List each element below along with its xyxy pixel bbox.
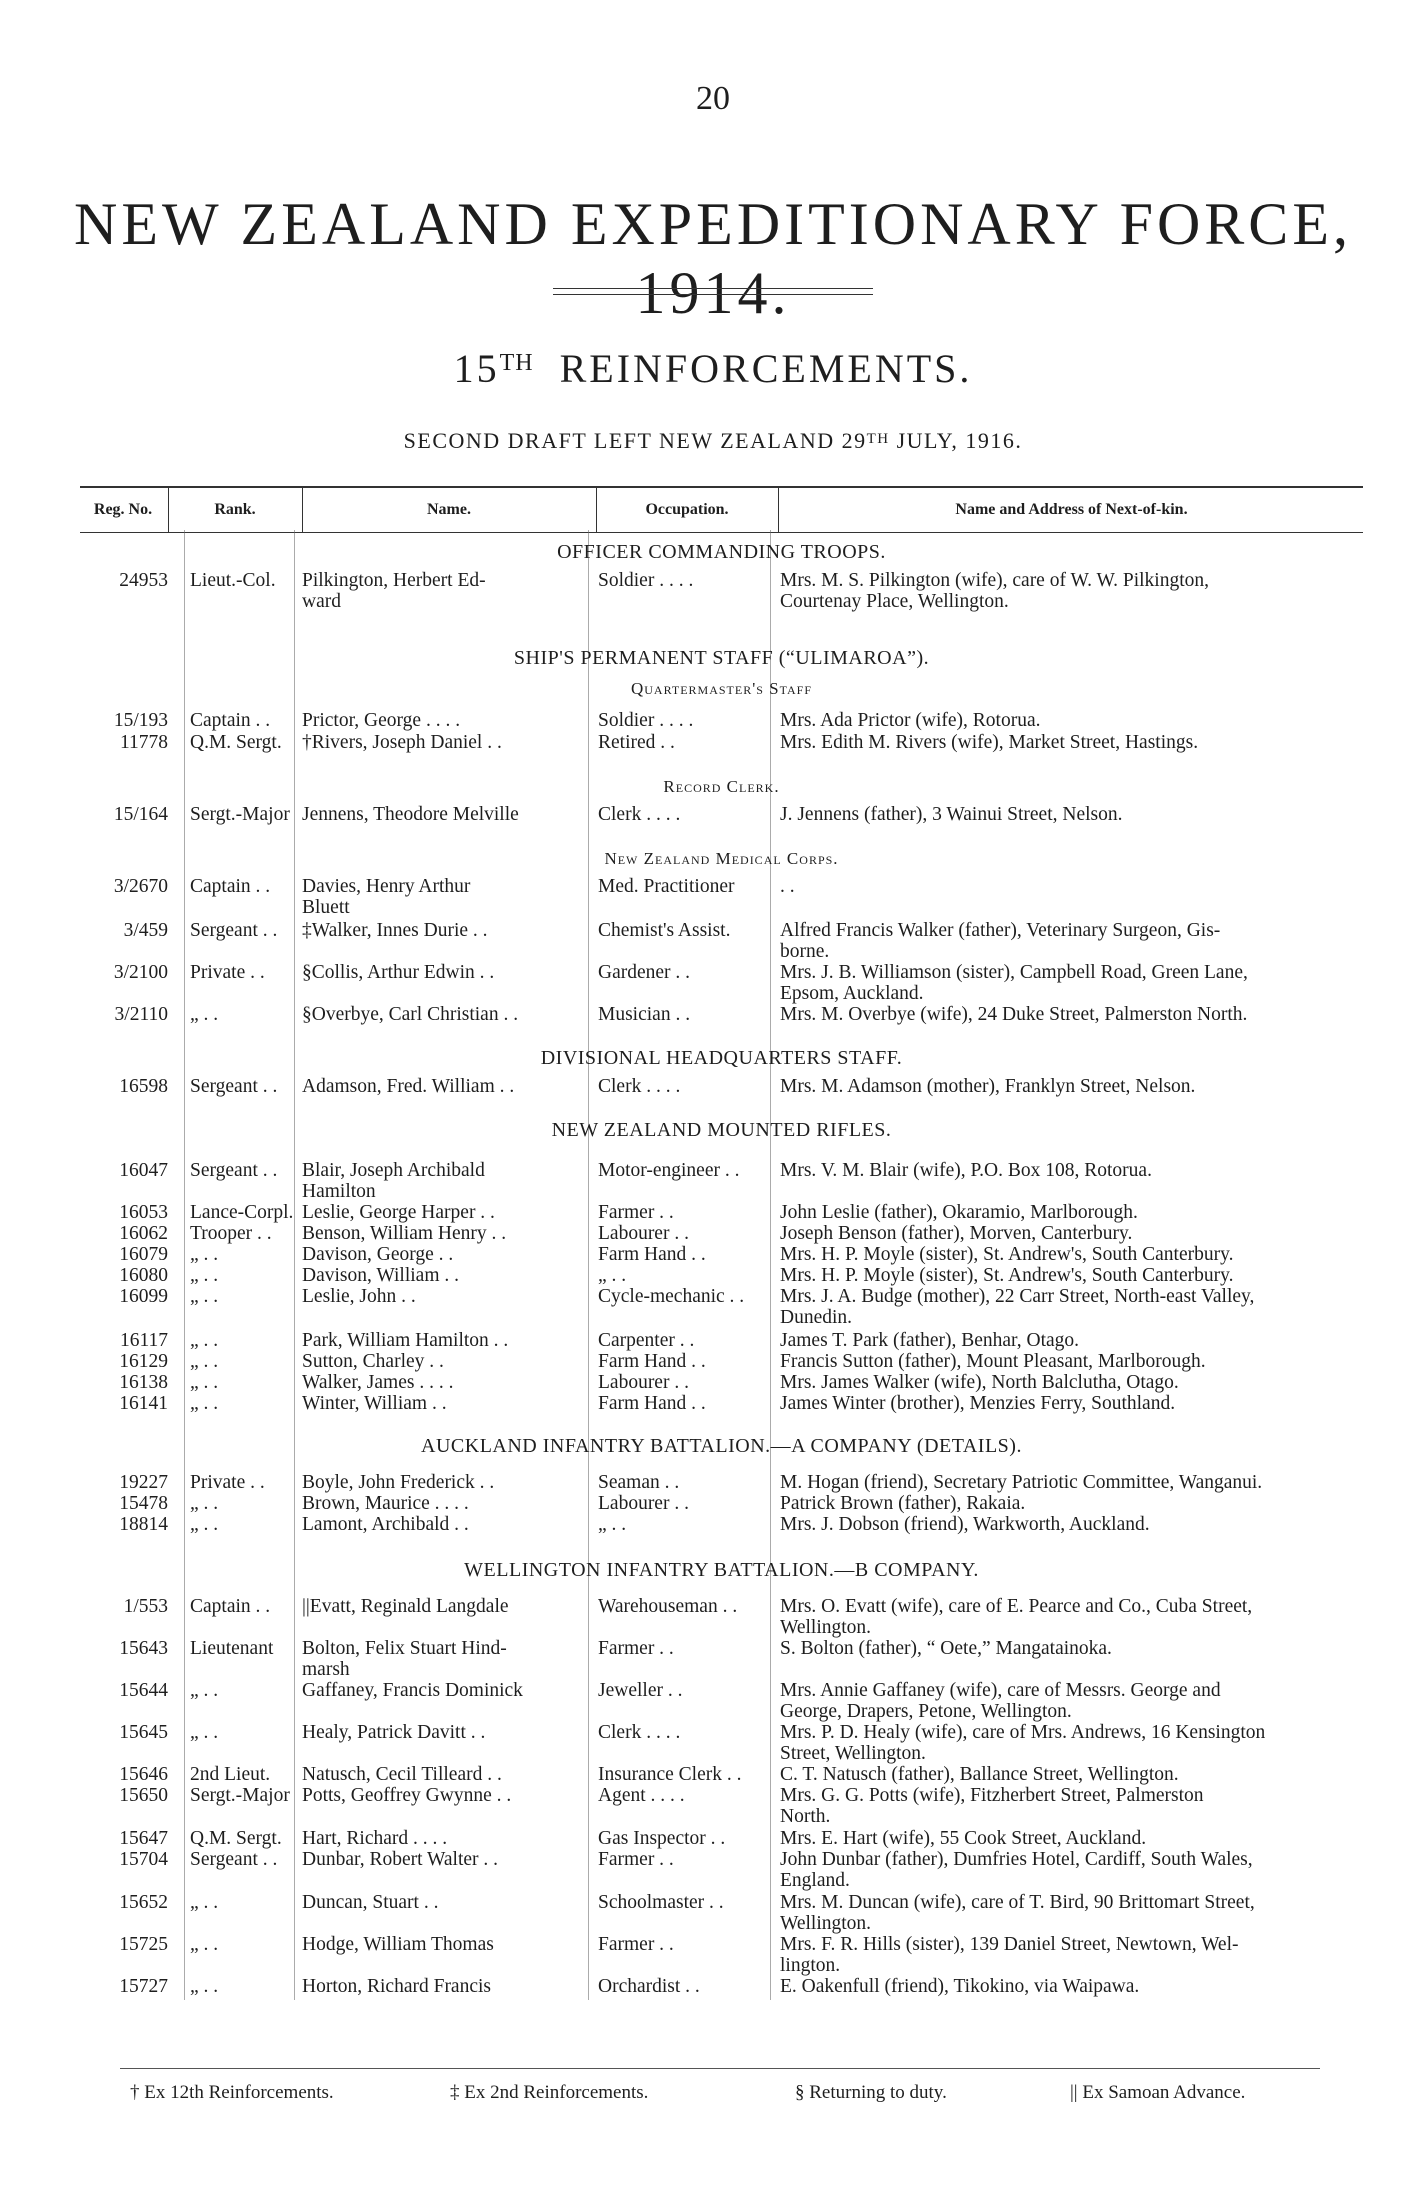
cell-next-of-kin: John Leslie (father), Okaramio, Marlborough. (780, 1202, 1138, 1223)
cell-name: Healy, Patrick Davitt . . (302, 1722, 486, 1743)
cell-rank: Q.M. Sergt. (190, 1828, 282, 1849)
cell-occupation: Farm Hand . . (598, 1393, 706, 1414)
cell-name: Benson, William Henry . . (302, 1223, 507, 1244)
cell-occupation: „ . . (598, 1265, 627, 1286)
cell-next-of-kin: Mrs. O. Evatt (wife), care of E. Pearce and Co., Cuba Street, Wellington. (780, 1596, 1253, 1638)
cell-name: §Overbye, Carl Christian . . (302, 1004, 519, 1025)
cell-reg-no: 16117 (119, 1330, 168, 1351)
cell-next-of-kin: Mrs. H. P. Moyle (sister), St. Andrew's, South Canterbury. (780, 1265, 1234, 1286)
section-title: NEW ZEALAND MOUNTED RIFLES. (551, 1119, 892, 1141)
cell-occupation: „ . . (598, 1514, 627, 1535)
cell-occupation: Farmer . . (598, 1934, 674, 1955)
draft-heading: SECOND DRAFT LEFT NEW ZEALAND 29TH JULY, 1916. (403, 428, 1023, 453)
footnote-1: † Ex 12th Reinforcements. (130, 2082, 334, 2103)
cell-occupation: Farmer . . (598, 1849, 674, 1870)
cell-next-of-kin: Mrs. M. Duncan (wife), care of T. Bird, 90 Brittomart Street, Wellington. (780, 1892, 1255, 1934)
cell-occupation: Schoolmaster . . (598, 1892, 724, 1913)
cell-name: Brown, Maurice . . . . (302, 1493, 469, 1514)
cell-reg-no: 15/193 (113, 710, 168, 731)
cell-name: Natusch, Cecil Tilleard . . (302, 1764, 502, 1785)
cell-rank: „ . . (190, 1493, 219, 1514)
roll-table (80, 530, 1363, 2030)
cell-next-of-kin: Mrs. G. G. Potts (wife), Fitzherbert Street, Palmerston North. (780, 1785, 1204, 1827)
cell-next-of-kin: Mrs. V. M. Blair (wife), P.O. Box 108, Rotorua. (780, 1160, 1152, 1181)
cell-rank: „ . . (190, 1286, 219, 1307)
cell-reg-no: 16099 (119, 1286, 168, 1307)
cell-rank: „ . . (190, 1514, 219, 1535)
cell-next-of-kin: John Dunbar (father), Dumfries Hotel, Cardiff, South Wales, England. (780, 1849, 1253, 1891)
header-reg-no: Reg. No. (93, 501, 153, 518)
header-next-of-kin: Name and Address of Next-of-kin. (955, 501, 1188, 518)
cell-name: §Collis, Arthur Edwin . . (302, 962, 495, 983)
cell-rank: Sergeant . . (190, 1160, 278, 1181)
cell-name: Gaffaney, Francis Dominick (302, 1680, 523, 1701)
cell-reg-no: 16129 (119, 1351, 168, 1372)
footnote-4: || Ex Samoan Advance. (1070, 2082, 1246, 2103)
cell-occupation: Farm Hand . . (598, 1244, 706, 1265)
cell-occupation: Gardener . . (598, 962, 691, 983)
section-title: WELLINGTON INFANTRY BATTALION.—B COMPANY. (464, 1559, 979, 1581)
cell-rank: „ . . (190, 1372, 219, 1393)
cell-reg-no: 15704 (119, 1849, 168, 1870)
cell-next-of-kin: Mrs. P. D. Healy (wife), care of Mrs. Andrews, 16 Kensington Street, Wellington. (780, 1722, 1266, 1764)
cell-name: Dunbar, Robert Walter . . (302, 1849, 499, 1870)
title-rule-2 (553, 294, 873, 295)
cell-name: Davison, William . . (302, 1265, 460, 1286)
cell-reg-no: 15/164 (113, 804, 168, 825)
cell-next-of-kin: J. Jennens (father), 3 Wainui Street, Nelson. (780, 804, 1123, 825)
cell-occupation: Labourer . . (598, 1372, 689, 1393)
footnote-2: ‡ Ex 2nd Reinforcements. (450, 2082, 649, 2103)
cell-name: ||Evatt, Reginald Langdale (302, 1596, 509, 1617)
cell-name: Hart, Richard . . . . (302, 1828, 448, 1849)
cell-rank: „ . . (190, 1722, 219, 1743)
cell-rank: „ . . (190, 1680, 219, 1701)
cell-next-of-kin: Joseph Benson (father), Morven, Canterbury. (780, 1223, 1133, 1244)
cell-next-of-kin: James T. Park (father), Benhar, Otago. (780, 1330, 1080, 1351)
section-subtitle: Quartermaster's Staff (630, 679, 813, 698)
cell-rank: „ . . (190, 1351, 219, 1372)
cell-occupation: Retired . . (598, 732, 675, 753)
section-title: OFFICER COMMANDING TROOPS. (557, 541, 886, 563)
cell-rank: Lieutenant (190, 1638, 274, 1659)
cell-name: Jennens, Theodore Melville (302, 804, 519, 825)
cell-rank: Q.M. Sergt. (190, 732, 282, 753)
cell-reg-no: 16141 (119, 1393, 168, 1414)
cell-next-of-kin: Mrs. J. Dobson (friend), Warkworth, Auckland. (780, 1514, 1150, 1535)
cell-name: Sutton, Charley . . (302, 1351, 444, 1372)
cell-occupation: Clerk . . . . (598, 1722, 681, 1743)
cell-name: Potts, Geoffrey Gwynne . . (302, 1785, 512, 1806)
cell-rank: „ . . (190, 1004, 219, 1025)
section-subtitle: Record Clerk. (663, 777, 780, 796)
cell-occupation: Farmer . . (598, 1202, 674, 1223)
cell-name: Davison, George . . (302, 1244, 454, 1265)
cell-rank: Captain . . (190, 876, 271, 897)
cell-rank: „ . . (190, 1892, 219, 1913)
cell-occupation: Labourer . . (598, 1223, 689, 1244)
cell-next-of-kin: Mrs. J. A. Budge (mother), 22 Carr Street, North-east Valley, Dunedin. (780, 1286, 1255, 1328)
cell-reg-no: 15727 (119, 1976, 168, 1997)
cell-next-of-kin: Mrs. Annie Gaffaney (wife), care of Messrs. George and George, Drapers, Petone, Wellington. (780, 1680, 1221, 1722)
section-title: AUCKLAND INFANTRY BATTALION.—A COMPANY (DETAILS). (421, 1435, 1022, 1457)
cell-reg-no: 15652 (119, 1892, 168, 1913)
cell-rank: Sergt.-Major (190, 1785, 290, 1806)
cell-name: Davies, Henry Arthur Bluett (302, 876, 471, 918)
cell-next-of-kin: M. Hogan (friend), Secretary Patriotic Committee, Wanganui. (780, 1472, 1263, 1493)
cell-name: Pilkington, Herbert Ed- ward (302, 570, 486, 612)
cell-reg-no: 15647 (119, 1828, 168, 1849)
cell-rank: Sergeant . . (190, 1076, 278, 1097)
cell-rank: Private . . (190, 1472, 265, 1493)
cell-occupation: Clerk . . . . (598, 804, 681, 825)
cell-rank: Private . . (190, 962, 265, 983)
cell-occupation: Insurance Clerk . . (598, 1764, 742, 1785)
cell-reg-no: 15646 (119, 1764, 168, 1785)
cell-name: Walker, James . . . . (302, 1372, 454, 1393)
cell-occupation: Labourer . . (598, 1493, 689, 1514)
cell-rank: Sergt.-Major (190, 804, 290, 825)
cell-reg-no: 16062 (119, 1223, 168, 1244)
cell-rank: Sergeant . . (190, 920, 278, 941)
cell-next-of-kin: Alfred Francis Walker (father), Veterinary Surgeon, Gis- borne. (780, 920, 1221, 962)
cell-occupation: Chemist's Assist. (598, 920, 731, 941)
cell-name: Leslie, John . . (302, 1286, 416, 1307)
cell-rank: 2nd Lieut. (190, 1764, 271, 1785)
cell-occupation: Motor-engineer . . (598, 1160, 740, 1181)
cell-rank: Lieut.-Col. (190, 570, 276, 591)
cell-next-of-kin: C. T. Natusch (father), Ballance Street, Wellington. (780, 1764, 1179, 1785)
cell-name: Blair, Joseph Archibald Hamilton (302, 1160, 485, 1202)
cell-rank: Captain . . (190, 710, 271, 731)
cell-reg-no: 15725 (119, 1934, 168, 1955)
cell-name: Adamson, Fred. William . . (302, 1076, 515, 1097)
cell-reg-no: 19227 (119, 1472, 168, 1493)
cell-reg-no: 16053 (119, 1202, 168, 1223)
cell-next-of-kin: Mrs. M. Adamson (mother), Franklyn Street, Nelson. (780, 1076, 1196, 1097)
footnote-3: § Returning to duty. (795, 2082, 947, 2103)
cell-reg-no: 16047 (119, 1160, 168, 1181)
section-subtitle: New Zealand Medical Corps. (604, 849, 839, 868)
cell-rank: „ . . (190, 1934, 219, 1955)
cell-reg-no: 16598 (119, 1076, 168, 1097)
cell-reg-no: 16079 (119, 1244, 168, 1265)
cell-reg-no: 1/553 (123, 1596, 168, 1617)
cell-next-of-kin: . . (780, 876, 795, 897)
cell-name: Park, William Hamilton . . (302, 1330, 509, 1351)
header-occupation: Occupation. (645, 501, 729, 518)
cell-occupation: Warehouseman . . (598, 1596, 738, 1617)
cell-next-of-kin: Mrs. F. R. Hills (sister), 139 Daniel Street, Newtown, Wel- lington. (780, 1934, 1239, 1976)
cell-occupation: Musician . . (598, 1004, 691, 1025)
cell-occupation: Cycle-mechanic . . (598, 1286, 745, 1307)
cell-rank: „ . . (190, 1976, 219, 1997)
cell-name: †Rivers, Joseph Daniel . . (302, 732, 502, 753)
table-header (80, 486, 1363, 533)
cell-next-of-kin: E. Oakenfull (friend), Tikokino, via Waipawa. (780, 1976, 1140, 1997)
reinforcements-heading: 15TH REINFORCEMENTS. (453, 346, 973, 391)
cell-next-of-kin: Francis Sutton (father), Mount Pleasant, Marlborough. (780, 1351, 1206, 1372)
cell-occupation: Soldier . . . . (598, 570, 694, 591)
cell-next-of-kin: Mrs. J. B. Williamson (sister), Campbell Road, Green Lane, Epsom, Auckland. (780, 962, 1248, 1004)
cell-name: Bolton, Felix Stuart Hind- marsh (302, 1638, 507, 1680)
cell-occupation: Farmer . . (598, 1638, 674, 1659)
cell-next-of-kin: Mrs. M. S. Pilkington (wife), care of W. W. Pilkington, Courtenay Place, Wellington. (780, 570, 1209, 612)
cell-occupation: Carpenter . . (598, 1330, 695, 1351)
cell-name: Winter, William . . (302, 1393, 447, 1414)
cell-reg-no: 15478 (119, 1493, 168, 1514)
cell-reg-no: 3/459 (123, 920, 168, 941)
cell-reg-no: 16080 (119, 1265, 168, 1286)
cell-reg-no: 3/2110 (114, 1004, 168, 1025)
cell-next-of-kin: James Winter (brother), Menzies Ferry, Southland. (780, 1393, 1176, 1414)
cell-reg-no: 11778 (119, 732, 168, 753)
cell-reg-no: 18814 (119, 1514, 168, 1535)
header-name: Name. (427, 501, 471, 518)
page-title: NEW ZEALAND EXPEDITIONARY FORCE, 1914. (74, 191, 1352, 326)
cell-name: Duncan, Stuart . . (302, 1892, 439, 1913)
cell-occupation: Soldier . . . . (598, 710, 694, 731)
cell-name: Leslie, George Harper . . (302, 1202, 495, 1223)
cell-occupation: Farm Hand . . (598, 1351, 706, 1372)
column-rule (184, 530, 185, 2000)
cell-rank: „ . . (190, 1393, 219, 1414)
cell-rank: Trooper . . (190, 1223, 272, 1244)
header-rank: Rank. (214, 501, 256, 518)
cell-next-of-kin: Mrs. James Walker (wife), North Balclutha, Otago. (780, 1372, 1179, 1393)
cell-occupation: Seaman . . (598, 1472, 680, 1493)
cell-reg-no: 15643 (119, 1638, 168, 1659)
title-rule-1 (553, 288, 873, 289)
cell-rank: „ . . (190, 1244, 219, 1265)
page-number: 20 (696, 80, 730, 117)
cell-reg-no: 16138 (119, 1372, 168, 1393)
cell-occupation: Gas Inspector . . (598, 1828, 726, 1849)
cell-reg-no: 24953 (119, 570, 168, 591)
cell-occupation: Jeweller . . (598, 1680, 683, 1701)
cell-next-of-kin: Mrs. H. P. Moyle (sister), St. Andrew's, South Canterbury. (780, 1244, 1234, 1265)
cell-occupation: Med. Practitioner (598, 876, 735, 897)
cell-name: Prictor, George . . . . (302, 710, 461, 731)
cell-rank: „ . . (190, 1330, 219, 1351)
cell-next-of-kin: Mrs. Ada Prictor (wife), Rotorua. (780, 710, 1041, 731)
cell-reg-no: 3/2670 (113, 876, 168, 897)
cell-reg-no: 15650 (119, 1785, 168, 1806)
section-title: DIVISIONAL HEADQUARTERS STAFF. (540, 1047, 903, 1069)
footnote-rule (120, 2068, 1320, 2069)
cell-occupation: Agent . . . . (598, 1785, 685, 1806)
section-title: SHIP'S PERMANENT STAFF (“ULIMAROA”). (513, 647, 930, 669)
cell-name: Boyle, John Frederick . . (302, 1472, 495, 1493)
cell-rank: Captain . . (190, 1596, 271, 1617)
cell-next-of-kin: Patrick Brown (father), Rakaia. (780, 1493, 1026, 1514)
cell-next-of-kin: Mrs. E. Hart (wife), 55 Cook Street, Auckland. (780, 1828, 1147, 1849)
cell-next-of-kin: Mrs. Edith M. Rivers (wife), Market Street, Hastings. (780, 732, 1199, 753)
cell-next-of-kin: Mrs. M. Overbye (wife), 24 Duke Street, Palmerston North. (780, 1004, 1248, 1025)
cell-name: Horton, Richard Francis (302, 1976, 492, 1997)
cell-name: Hodge, William Thomas (302, 1934, 494, 1955)
cell-rank: Sergeant . . (190, 1849, 278, 1870)
cell-rank: Lance-Corpl. (190, 1202, 294, 1223)
cell-reg-no: 15644 (119, 1680, 168, 1701)
cell-rank: „ . . (190, 1265, 219, 1286)
cell-name: ‡Walker, Innes Durie . . (302, 920, 488, 941)
cell-reg-no: 3/2100 (113, 962, 168, 983)
cell-occupation: Clerk . . . . (598, 1076, 681, 1097)
cell-next-of-kin: S. Bolton (father), “ Oete,” Mangatainoka. (780, 1638, 1112, 1659)
cell-occupation: Orchardist . . (598, 1976, 700, 1997)
cell-name: Lamont, Archibald . . (302, 1514, 469, 1535)
cell-reg-no: 15645 (119, 1722, 168, 1743)
